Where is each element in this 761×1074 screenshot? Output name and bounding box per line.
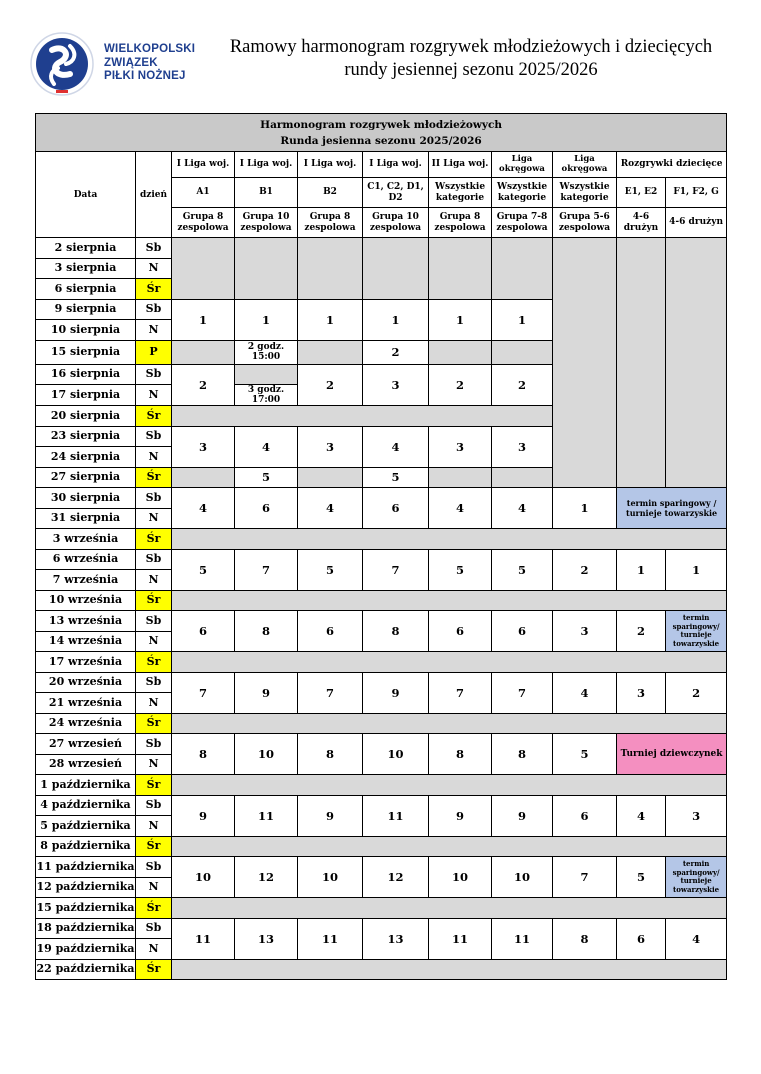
round-cell: 13	[235, 918, 298, 959]
day-cell: Sb	[136, 238, 172, 259]
day-cell: Śr	[136, 590, 172, 611]
round-cell: 5	[492, 549, 553, 590]
round-cell: 2	[617, 611, 666, 652]
day-cell: Sb	[136, 488, 172, 509]
round-cell: 6	[235, 488, 298, 529]
date-cell: 31 sierpnia	[36, 508, 136, 529]
empty-cell	[429, 467, 492, 488]
day-cell: Śr	[136, 959, 172, 980]
empty-cell	[172, 898, 727, 919]
round-cell: 4	[492, 488, 553, 529]
day-cell: Śr	[136, 652, 172, 673]
day-cell: Śr	[136, 836, 172, 857]
sparing-cell: termin sparingowy / turnieje towarzyskie	[617, 488, 727, 529]
category-header: B2	[298, 178, 363, 208]
date-cell: 27 sierpnia	[36, 467, 136, 488]
schedule-table	[35, 113, 727, 980]
group-header: Grupa 10 zespolowa	[235, 208, 298, 238]
date-cell: 18 października	[36, 918, 136, 939]
round-cell: 7	[553, 857, 617, 898]
round-cell: 2	[553, 549, 617, 590]
date-cell: 20 września	[36, 672, 136, 693]
round-cell: 2	[298, 364, 363, 406]
empty-cell	[172, 590, 727, 611]
league-header: II Liga woj.	[429, 152, 492, 178]
date-cell: 28 wrzesień	[36, 754, 136, 775]
day-cell: N	[136, 320, 172, 341]
date-cell: 4 października	[36, 795, 136, 816]
round-cell: 4	[172, 488, 235, 529]
league-header: I Liga woj.	[235, 152, 298, 178]
date-cell: 17 sierpnia	[36, 385, 136, 406]
league-header: I Liga woj.	[172, 152, 235, 178]
round-cell: 1	[666, 549, 727, 590]
day-cell: Śr	[136, 713, 172, 734]
round-cell: 4	[617, 795, 666, 836]
empty-cell	[235, 364, 298, 385]
category-header: Wszystkie kategorie	[553, 178, 617, 208]
date-cell: 16 sierpnia	[36, 364, 136, 385]
round-cell: 9	[429, 795, 492, 836]
date-cell: 13 września	[36, 611, 136, 632]
day-cell: N	[136, 447, 172, 468]
group-header: Grupa 8 zespolowa	[298, 208, 363, 238]
empty-cell	[492, 238, 553, 300]
day-cell: Sb	[136, 426, 172, 447]
date-cell: 9 sierpnia	[36, 299, 136, 320]
round-cell: 4	[666, 918, 727, 959]
date-cell: 3 września	[36, 529, 136, 550]
round-cell: 8	[172, 734, 235, 775]
round-cell: 7	[492, 672, 553, 713]
round-cell: 7	[235, 549, 298, 590]
day-cell: N	[136, 258, 172, 279]
date-cell: 6 września	[36, 549, 136, 570]
empty-cell	[492, 467, 553, 488]
round-cell: 6	[492, 611, 553, 652]
title-line-1: Ramowy harmonogram rozgrywek młodzieżowych i dziecięcych	[229, 37, 713, 57]
wzpn-logo-icon	[30, 32, 94, 96]
round-cell: 7	[429, 672, 492, 713]
empty-cell	[617, 238, 666, 488]
day-cell: Śr	[136, 775, 172, 796]
round-cell: 5	[429, 549, 492, 590]
round-cell: 4	[235, 426, 298, 467]
date-cell: 1 października	[36, 775, 136, 796]
round-cell: 11	[235, 795, 298, 836]
day-cell: N	[136, 877, 172, 898]
round-cell: 7	[172, 672, 235, 713]
round-cell: 11	[492, 918, 553, 959]
round-cell: 11	[172, 918, 235, 959]
empty-cell	[172, 467, 235, 488]
date-cell: 21 września	[36, 693, 136, 714]
day-cell: P	[136, 340, 172, 364]
round-cell: 6	[553, 795, 617, 836]
round-cell: 7	[298, 672, 363, 713]
group-header: Grupa 8 zespolowa	[172, 208, 235, 238]
date-cell: 10 września	[36, 590, 136, 611]
date-cell: 15 sierpnia	[36, 340, 136, 364]
round-cell: 10	[363, 734, 429, 775]
round-cell: 11	[298, 918, 363, 959]
date-cell: 11 października	[36, 857, 136, 878]
round-cell: 6	[429, 611, 492, 652]
empty-cell	[298, 340, 363, 364]
empty-cell	[492, 340, 553, 364]
col-header-day: dzień	[136, 152, 172, 238]
date-cell: 19 października	[36, 939, 136, 960]
logo-text	[104, 43, 195, 84]
empty-cell	[172, 340, 235, 364]
day-cell: Sb	[136, 857, 172, 878]
empty-cell	[298, 238, 363, 300]
date-cell: 10 sierpnia	[36, 320, 136, 341]
empty-cell	[172, 406, 553, 427]
date-cell: 17 września	[36, 652, 136, 673]
category-header: E1, E2	[617, 178, 666, 208]
day-cell: Sb	[136, 672, 172, 693]
girls-tournament-cell: Turniej dziewczynek	[617, 734, 727, 775]
date-cell: 20 sierpnia	[36, 406, 136, 427]
round-cell-special: 2 godz. 15:00	[235, 340, 298, 364]
day-cell: N	[136, 754, 172, 775]
empty-cell	[172, 775, 727, 796]
empty-cell	[172, 652, 727, 673]
round-cell: 8	[553, 918, 617, 959]
league-header-children: Rozgrywki dziecięce	[617, 152, 727, 178]
round-cell: 7	[363, 549, 429, 590]
round-cell: 12	[363, 857, 429, 898]
category-header: B1	[235, 178, 298, 208]
day-cell: Sb	[136, 734, 172, 755]
empty-cell	[429, 238, 492, 300]
empty-cell	[172, 959, 727, 980]
table-header-line-2: Runda jesienna sezonu 2025/2026	[280, 134, 482, 147]
logo-line-2: ZWIĄZEK	[104, 56, 158, 69]
empty-cell	[298, 467, 363, 488]
round-cell: 10	[172, 857, 235, 898]
round-cell: 1	[429, 299, 492, 340]
round-cell: 5	[363, 467, 429, 488]
empty-cell	[172, 238, 235, 300]
round-cell: 8	[429, 734, 492, 775]
round-cell: 2	[172, 364, 235, 406]
round-cell: 3	[666, 795, 727, 836]
date-cell: 12 października	[36, 877, 136, 898]
round-cell: 4	[429, 488, 492, 529]
day-cell: N	[136, 570, 172, 591]
round-cell: 4	[363, 426, 429, 467]
round-cell: 9	[298, 795, 363, 836]
date-cell: 27 wrzesień	[36, 734, 136, 755]
day-cell: Sb	[136, 549, 172, 570]
category-header: A1	[172, 178, 235, 208]
date-cell: 3 sierpnia	[36, 258, 136, 279]
day-cell: N	[136, 385, 172, 406]
date-cell: 8 października	[36, 836, 136, 857]
group-header: 4-6 drużyn	[617, 208, 666, 238]
round-cell: 5	[617, 857, 666, 898]
day-cell: Śr	[136, 406, 172, 427]
day-cell: N	[136, 693, 172, 714]
date-cell: 5 października	[36, 816, 136, 837]
round-cell: 9	[235, 672, 298, 713]
date-cell: 2 sierpnia	[36, 238, 136, 259]
round-cell: 3	[429, 426, 492, 467]
category-header: Wszystkie kategorie	[429, 178, 492, 208]
group-header: 4-6 drużyn	[666, 208, 727, 238]
group-header: Grupa 5-6 zespolowa	[553, 208, 617, 238]
group-header: Grupa 10 zespolowa	[363, 208, 429, 238]
round-cell: 6	[363, 488, 429, 529]
round-cell: 1	[492, 299, 553, 340]
round-cell: 6	[172, 611, 235, 652]
date-cell: 30 sierpnia	[36, 488, 136, 509]
round-cell: 5	[553, 734, 617, 775]
date-cell: 24 września	[36, 713, 136, 734]
empty-cell	[553, 238, 617, 488]
round-cell: 1	[363, 299, 429, 340]
category-header: F1, F2, G	[666, 178, 727, 208]
round-cell: 3	[298, 426, 363, 467]
day-cell: Sb	[136, 611, 172, 632]
date-cell: 24 sierpnia	[36, 447, 136, 468]
day-cell: Sb	[136, 364, 172, 385]
round-cell: 3	[617, 672, 666, 713]
round-cell: 2	[363, 340, 429, 364]
round-cell: 9	[492, 795, 553, 836]
group-header: Grupa 8 zespolowa	[429, 208, 492, 238]
round-cell: 8	[492, 734, 553, 775]
category-header: C1, C2, D1, D2	[363, 178, 429, 208]
round-cell: 9	[363, 672, 429, 713]
day-cell: Sb	[136, 918, 172, 939]
league-header: I Liga woj.	[298, 152, 363, 178]
title-line-2: rundy jesiennej sezonu 2025/2026	[344, 60, 598, 80]
round-cell: 1	[172, 299, 235, 340]
round-cell: 9	[172, 795, 235, 836]
round-cell: 13	[363, 918, 429, 959]
empty-cell	[429, 340, 492, 364]
round-cell: 3	[172, 426, 235, 467]
round-cell: 10	[298, 857, 363, 898]
table-header	[36, 114, 727, 152]
round-cell: 5	[298, 549, 363, 590]
round-cell-special: 3 godz. 17:00	[235, 385, 298, 406]
round-cell: 4	[553, 672, 617, 713]
document-title	[206, 36, 736, 82]
round-cell: 3	[363, 364, 429, 406]
league-header: Liga okręgowa	[553, 152, 617, 178]
round-cell: 11	[363, 795, 429, 836]
round-cell: 1	[298, 299, 363, 340]
group-header: Grupa 7-8 zespolowa	[492, 208, 553, 238]
empty-cell	[363, 238, 429, 300]
date-cell: 22 października	[36, 959, 136, 980]
sparing-cell: termin sparingowy/ turnieje towarzyskie	[666, 611, 727, 652]
round-cell: 8	[363, 611, 429, 652]
empty-cell	[235, 238, 298, 300]
round-cell: 5	[235, 467, 298, 488]
table-header-line-1: Harmonogram rozgrywek młodzieżowych	[260, 118, 502, 131]
day-cell: N	[136, 631, 172, 652]
round-cell: 5	[172, 549, 235, 590]
round-cell: 10	[492, 857, 553, 898]
round-cell: 1	[553, 488, 617, 529]
date-cell: 14 września	[36, 631, 136, 652]
round-cell: 8	[298, 734, 363, 775]
round-cell: 12	[235, 857, 298, 898]
sparing-cell: termin sparingowy/ turnieje towarzyskie	[666, 857, 727, 898]
empty-cell	[172, 529, 727, 550]
day-cell: Śr	[136, 279, 172, 300]
round-cell: 11	[429, 918, 492, 959]
round-cell: 10	[429, 857, 492, 898]
day-cell: Sb	[136, 795, 172, 816]
round-cell: 1	[617, 549, 666, 590]
round-cell: 3	[553, 611, 617, 652]
col-header-date: Data	[36, 152, 136, 238]
round-cell: 2	[492, 364, 553, 406]
date-cell: 15 października	[36, 898, 136, 919]
day-cell: N	[136, 816, 172, 837]
date-cell: 7 września	[36, 570, 136, 591]
round-cell: 10	[235, 734, 298, 775]
round-cell: 2	[429, 364, 492, 406]
category-header: Wszystkie kategorie	[492, 178, 553, 208]
day-cell: Śr	[136, 467, 172, 488]
empty-cell	[666, 238, 727, 488]
day-cell: Sb	[136, 299, 172, 320]
logo-line-3: PIŁKI NOŻNEJ	[104, 70, 186, 82]
date-cell: 23 sierpnia	[36, 426, 136, 447]
empty-cell	[172, 713, 727, 734]
day-cell: N	[136, 939, 172, 960]
empty-cell	[172, 836, 727, 857]
day-cell: N	[136, 508, 172, 529]
round-cell: 6	[298, 611, 363, 652]
league-header: I Liga woj.	[363, 152, 429, 178]
round-cell: 3	[492, 426, 553, 467]
round-cell: 6	[617, 918, 666, 959]
round-cell: 4	[298, 488, 363, 529]
round-cell: 2	[666, 672, 727, 713]
round-cell: 1	[235, 299, 298, 340]
round-cell: 8	[235, 611, 298, 652]
date-cell: 6 sierpnia	[36, 279, 136, 300]
day-cell: Śr	[136, 529, 172, 550]
day-cell: Śr	[136, 898, 172, 919]
league-header: Liga okręgowa	[492, 152, 553, 178]
schedule-table-wrapper	[35, 113, 727, 980]
logo-line-1: WIELKOPOLSKI	[104, 43, 196, 55]
